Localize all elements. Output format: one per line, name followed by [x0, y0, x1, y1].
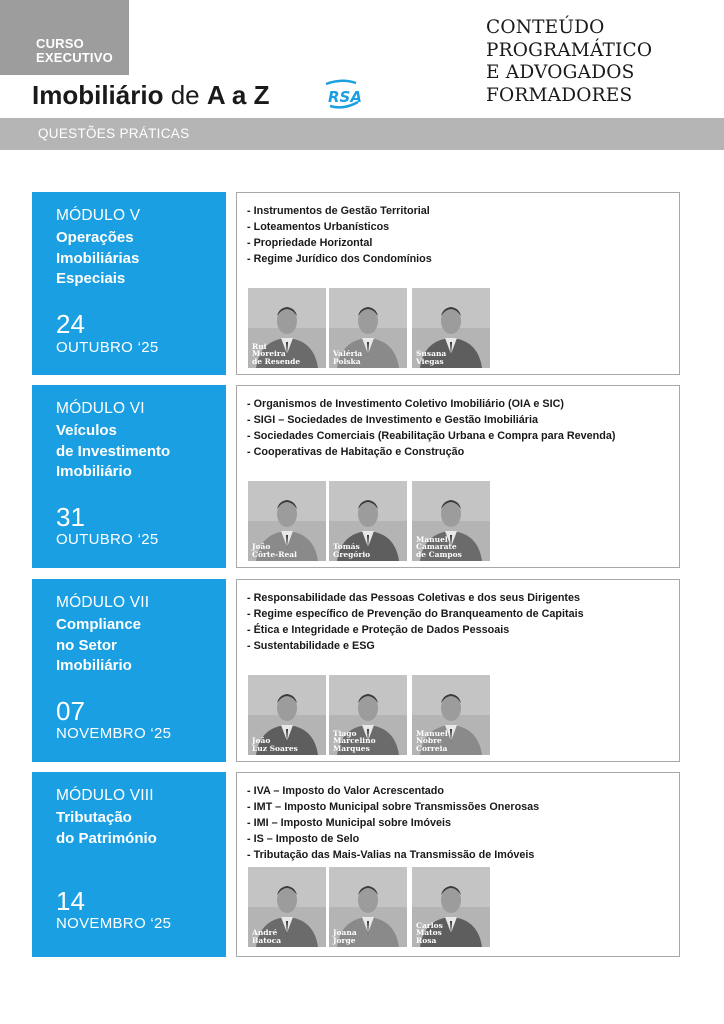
- trainer-name: [416, 350, 446, 366]
- heading-line: CONTEÚDO: [486, 17, 605, 38]
- trainer-name: [333, 543, 370, 559]
- module-title-line: Imobiliárias: [56, 249, 140, 267]
- rsa-logo-icon: [322, 78, 362, 110]
- trainer-name-line: Valéria: [333, 349, 363, 359]
- trainer-name-line: Marques: [333, 744, 370, 754]
- trainer-photo: [248, 288, 326, 368]
- trainer-name: [416, 922, 443, 945]
- trainer-photo: [329, 288, 407, 368]
- topic-item: - Sustentabilidade e ESG: [247, 640, 375, 652]
- module-title-line: Imobiliário: [56, 463, 132, 480]
- trainer-name-line: Gregório: [333, 550, 371, 560]
- module-content-panel: [236, 579, 680, 762]
- trainer-name-line: Moreira: [252, 349, 286, 359]
- topic-item: - Regime específico de Prevenção do Branqueamento de Capitais: [247, 608, 584, 620]
- brand-a-a-z: A a Z: [206, 80, 270, 110]
- trainer-name-line: Côrte-Real: [252, 550, 297, 560]
- topic-item: - Loteamentos Urbanísticos: [247, 221, 390, 233]
- trainer-name-line: Nobre: [416, 736, 442, 746]
- heading-line: PROGRAMÁTICO: [486, 39, 653, 61]
- section-title: QUESTÕES PRÁTICAS: [38, 126, 190, 141]
- module-label: MÓDULO VI: [56, 400, 145, 417]
- trainer-photo: [248, 675, 326, 755]
- trainer-name-line: Viegas: [416, 357, 444, 367]
- trainer-name-line: Joana: [333, 928, 357, 938]
- heading-line: E ADVOGADOS: [486, 62, 635, 83]
- heading-line: FORMADORES: [486, 84, 633, 106]
- module-day: 24: [56, 309, 85, 339]
- svg-text:RSA: RSA: [328, 88, 362, 106]
- module-content-panel: [236, 772, 680, 957]
- module-label: MÓDULO VII: [56, 594, 150, 611]
- module-month: OUTUBRO ‘25: [56, 339, 159, 356]
- module-label: MÓDULO VIII: [56, 787, 154, 804]
- trainer-name: [252, 737, 298, 753]
- module-title-line: no Setor: [56, 636, 117, 654]
- trainer-name: [333, 929, 357, 945]
- module-month: NOVEMBRO ‘25: [56, 725, 172, 742]
- trainer-name: [416, 536, 462, 559]
- topics-list: [247, 783, 539, 863]
- topic-item: - IMI – Imposto Municipal sobre Imóveis: [247, 817, 451, 829]
- module-card: [32, 579, 680, 762]
- trainer-name-line: Rosa: [416, 936, 437, 946]
- module-month: OUTUBRO ‘25: [56, 531, 159, 548]
- trainer-name-line: Rui: [252, 341, 267, 351]
- trainer-name: [252, 929, 281, 945]
- module-day: 07: [56, 696, 85, 726]
- topics-list: [247, 203, 432, 267]
- brand-de: de: [170, 80, 200, 110]
- module-title-line: Tributação: [56, 809, 132, 826]
- topic-item: - Tributação das Mais-Valias na Transmissão de Imóveis: [247, 849, 535, 861]
- trainer-name: [333, 730, 376, 753]
- topic-item: - IMT – Imposto Municipal sobre Transmissões Onerosas: [247, 801, 540, 813]
- trainer-photo: [329, 675, 407, 755]
- trainer-name-line: João: [252, 542, 271, 552]
- curso-line: CURSO: [36, 36, 84, 51]
- module-title: [56, 421, 170, 483]
- topic-item: - Ética e Integridade e Proteção de Dados Pessoais: [247, 624, 510, 636]
- trainer-photo: [412, 288, 490, 368]
- trainer-name-line: Correia: [416, 744, 448, 754]
- module-date-panel: [32, 579, 226, 762]
- topic-item: - Propriedade Horizontal: [247, 237, 373, 249]
- module-title-line: Veículos: [56, 422, 117, 439]
- trainer-name-line: Susana: [416, 349, 447, 359]
- module-title-line: Imobiliário: [56, 657, 132, 674]
- trainer-name-line: João: [252, 736, 271, 746]
- trainer-name-line: Manuel: [416, 534, 448, 544]
- trainer-name: [416, 730, 448, 753]
- trainer-name-line: André: [252, 928, 278, 938]
- module-content-panel: [236, 385, 680, 568]
- module-date-panel: [32, 385, 226, 568]
- brand-imobiliario: Imobiliário: [32, 80, 164, 110]
- trainer-photo: [329, 867, 407, 947]
- programa-heading: [486, 17, 652, 107]
- module-title-line: de Investimento: [56, 442, 171, 460]
- module-title-line: Compliance: [56, 616, 142, 633]
- trainer-name: [252, 343, 300, 366]
- trainer-name-line: Carlos: [416, 920, 443, 930]
- trainer-name-line: Tiago: [333, 728, 357, 738]
- topic-item: - Organismos de Investimento Coletivo Imobiliário (OIA e SIC): [247, 398, 564, 410]
- trainer-photo: [248, 481, 326, 561]
- curso-executivo-label: [36, 37, 113, 65]
- topics-list: [247, 590, 584, 654]
- trainer-name-line: Manuel: [416, 728, 448, 738]
- module-date-panel: [32, 192, 226, 375]
- topic-item: - Instrumentos de Gestão Territorial: [247, 205, 430, 217]
- module-title-line: Operações: [56, 229, 134, 246]
- module-content-panel: [236, 192, 680, 375]
- module-day: 14: [56, 886, 85, 916]
- topic-item: - IVA – Imposto do Valor Acrescentado: [247, 785, 444, 797]
- module-card: [32, 192, 680, 375]
- trainer-name-line: de Resende: [252, 357, 301, 367]
- topic-item: - Regime Jurídico dos Condomínios: [247, 253, 432, 265]
- trainer-photo: [412, 867, 490, 947]
- topic-item: - IS – Imposto de Selo: [247, 833, 360, 845]
- trainer-photo: [412, 481, 490, 561]
- trainer-name-line: Luz Soares: [252, 744, 298, 754]
- topic-item: - SIGI – Sociedades de Investimento e Gestão Imobiliária: [247, 414, 539, 426]
- topics-list: [247, 396, 615, 460]
- module-day: 31: [56, 502, 85, 532]
- trainer-photo: [248, 867, 326, 947]
- topic-item: - Sociedades Comerciais (Reabilitação Urbana e Compra para Revenda): [247, 430, 616, 442]
- trainer-name: [252, 543, 297, 559]
- trainer-name-line: de Campos: [416, 550, 462, 560]
- trainer-name-line: Matos: [416, 928, 442, 938]
- trainer-name-line: Batoca: [252, 936, 282, 946]
- trainer-name-line: Polska: [333, 357, 361, 367]
- executivo-line: EXECUTIVO: [36, 50, 113, 65]
- module-date-panel: [32, 772, 226, 957]
- trainer-name-line: Tomás: [333, 542, 360, 552]
- module-title: [56, 228, 139, 290]
- topic-item: - Responsabilidade das Pessoas Coletivas e dos seus Dirigentes: [247, 592, 581, 604]
- module-card: [32, 385, 680, 568]
- module-title: [56, 808, 157, 849]
- trainer-name-line: Jorge: [333, 936, 356, 946]
- trainer-name-line: Marcelino: [333, 736, 376, 746]
- topic-item: - Cooperativas de Habitação e Construção: [247, 446, 465, 458]
- module-label: MÓDULO V: [56, 207, 141, 224]
- trainer-name-line: Camarate: [416, 542, 457, 552]
- module-month: NOVEMBRO ‘25: [56, 915, 172, 932]
- course-title: [32, 80, 269, 111]
- module-card: [32, 772, 680, 957]
- trainer-name: [333, 350, 362, 366]
- module-title-line: do Património: [56, 829, 157, 847]
- trainer-photo: [412, 675, 490, 755]
- module-title-line: Especiais: [56, 270, 126, 287]
- module-title: [56, 615, 141, 677]
- trainer-photo: [329, 481, 407, 561]
